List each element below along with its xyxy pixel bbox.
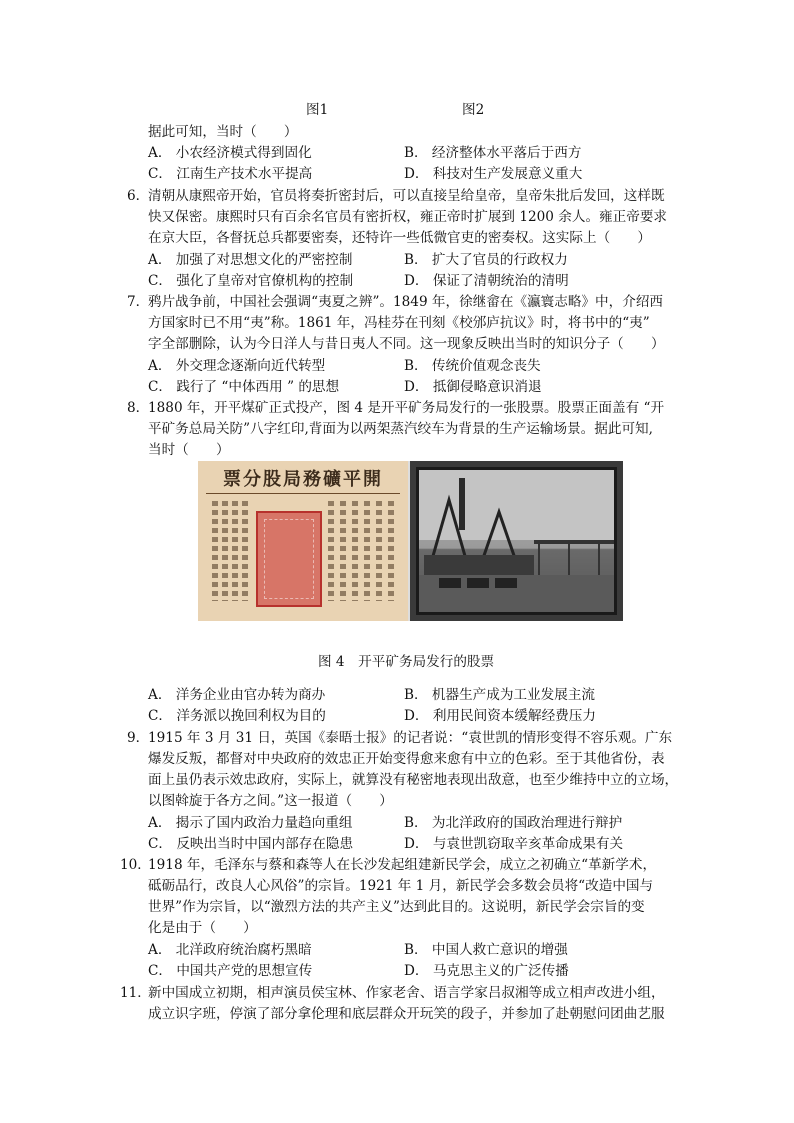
text-column [212, 501, 218, 601]
certificate-title: 票分股局務礦平開 [206, 467, 400, 494]
q6-line-1: 清朝从康熙帝开始，官员将奏折密封后，可以直接呈给皇帝，皇帝朱批后发回，这样既 [148, 188, 665, 204]
q7-option-d[interactable]: D． 抵御侵略意识消退 [404, 379, 542, 395]
q7-number: 7． [127, 294, 150, 310]
q7-option-b[interactable]: B． 传统价值观念丧失 [404, 358, 541, 374]
mine-scene-graphic [419, 470, 614, 612]
q10-line-2: 砥砺品行，改良人心风俗”的宗旨。1921 年 1 月，新民学会多数会员将“改造中国与 [148, 878, 654, 894]
q9-option-c[interactable]: C． 反映出当时中国内部存在隐患 [148, 836, 354, 852]
red-official-seal [256, 511, 322, 607]
q8-option-a[interactable]: A． 洋务企业由官办转为商办 [148, 687, 326, 703]
q9-line-4: 以图斡旋于各方之间。”这一报道（ ） [148, 793, 393, 809]
q5-option-a[interactable]: A． 小农经济模式得到固化 [148, 145, 312, 161]
text-column [352, 501, 358, 601]
q6-option-c[interactable]: C． 强化了皇帝对官僚机构的控制 [148, 273, 354, 289]
q5-option-c[interactable]: C． 江南生产技术水平提高 [148, 166, 313, 182]
q8-option-b[interactable]: B． 机器生产成为工业发展主流 [404, 687, 596, 703]
text-column [242, 501, 248, 601]
q7-option-a[interactable]: A． 外交理念逐渐向近代转型 [148, 358, 326, 374]
q8-line-1: 1880 年，开平煤矿正式投产，图 4 是开平矿务局发行的一张股票。股票正面盖有 “开 [148, 400, 665, 416]
q10-line-1: 1918 年，毛泽东与蔡和森等人在长沙发起组建新民学会，成立之初确立“革新学术， [148, 857, 657, 873]
q6-option-a[interactable]: A． 加强了对思想文化的严密控制 [148, 252, 353, 268]
q8-option-c[interactable]: C． 洋务派以挽回利权为目的 [148, 708, 326, 724]
text-column [388, 501, 394, 601]
q9-line-3: 面上虽仍表示效忠政府，实际上，就算没有秘密地表现出敌意，也至少维持中立的立场， [148, 772, 679, 788]
q6-line-3: 在京大臣，各督抚总兵都要密奏，还特许一些低微官吏的密奏权。这实际上（ ） [148, 230, 651, 246]
q11-line-1: 新中国成立初期，相声演员侯宝林、作家老舍、语言学家吕叔湘等成立相声改进小组， [148, 985, 665, 1001]
q9-option-d[interactable]: D． 与袁世凯窃取辛亥革命成果有关 [404, 836, 624, 852]
q8-line-2: 平矿务总局关防”八字红印,背面为以两架蒸汽绞车为背景的生产运输场景。据此可知, [148, 421, 653, 437]
kaiping-stock-certificate-image [198, 461, 623, 621]
mine-photo [416, 467, 617, 615]
q9-number: 9． [127, 730, 150, 746]
q8-line-3: 当时（ ） [148, 442, 230, 458]
q10-option-c[interactable]: C． 中国共产党的思想宣传 [148, 963, 313, 979]
q7-line-3: 字全部删除，认为今日洋人与昔日夷人不同。这一现象反映出当时的知识分子（ ） [148, 336, 665, 352]
certificate-body [206, 497, 400, 615]
q6-number: 6． [127, 188, 150, 204]
q9-option-a[interactable]: A． 揭示了国内政治力量趋向重组 [148, 815, 353, 831]
q7-option-c[interactable]: C． 践行了 “中体西用 ” 的思想 [148, 379, 340, 395]
text-column [364, 501, 370, 601]
text-column [340, 501, 346, 601]
q5-stem: 据此可知，当时（ ） [148, 124, 298, 140]
q6-option-d[interactable]: D． 保证了清朝统治的清明 [404, 273, 569, 289]
q11-line-2: 成立识字班，停演了部分拿伦理和底层群众开玩笑的段子，并参加了赴朝慰问团曲艺服 [148, 1006, 665, 1022]
text-column [222, 501, 228, 601]
q10-line-3: 世界”作为宗旨，以“激烈方法的共产主义”达到此目的。这说明，新民学会宗旨的变 [148, 899, 645, 915]
text-column [232, 501, 238, 601]
q10-option-a[interactable]: A． 北洋政府统治腐朽黑暗 [148, 942, 312, 958]
q10-number: 10． [120, 857, 151, 873]
q5-option-b[interactable]: B． 经济整体水平落后于西方 [404, 145, 582, 161]
q9-line-1: 1915 年 3 月 31 日，英国《泰晤士报》的记者说：“袁世凯的情形变得不容乐观。广东 [148, 730, 673, 746]
text-column [376, 501, 382, 601]
q8-option-d[interactable]: D． 利用民间资本缓解经费压力 [404, 708, 596, 724]
figure-1-label: 图1 [306, 102, 329, 118]
certificate-front [198, 461, 408, 621]
q8-number: 8． [127, 400, 150, 416]
q6-option-b[interactable]: B． 扩大了官员的行政权力 [404, 252, 568, 268]
figure-2-label: 图2 [462, 102, 485, 118]
q6-line-2: 快又保密。康熙时只有百余名官员有密折权，雍正帝时扩展到 1200 余人。雍正帝要求 [148, 209, 668, 225]
q10-option-d[interactable]: D． 马克思主义的广泛传播 [404, 963, 569, 979]
q11-number: 11． [120, 985, 151, 1001]
q9-option-b[interactable]: B． 为北洋政府的国政治理进行辩护 [404, 815, 623, 831]
q9-line-2: 爆发反叛，都督对中央政府的效忠正开始变得愈来愈有中立的色彩。至于其他省份，表 [148, 751, 665, 767]
q7-line-2: 方国家时已不用“夷”称。1861 年，冯桂芬在刊刻《校邠庐抗议》时，将书中的“夷” [148, 315, 650, 331]
q7-line-1: 鸦片战争前，中国社会强调“夷夏之辨”。1849 年，徐继畲在《瀛寰志略》中，介绍西 [148, 294, 664, 310]
q5-option-d[interactable]: D． 科技对生产发展意义重大 [404, 166, 583, 182]
certificate-back [410, 461, 623, 621]
figure-4-caption: 图 4 开平矿务局发行的股票 [318, 654, 495, 670]
q10-option-b[interactable]: B． 中国人救亡意识的增强 [404, 942, 568, 958]
q10-line-4: 化是由于（ ） [148, 920, 257, 936]
text-column [328, 501, 334, 601]
